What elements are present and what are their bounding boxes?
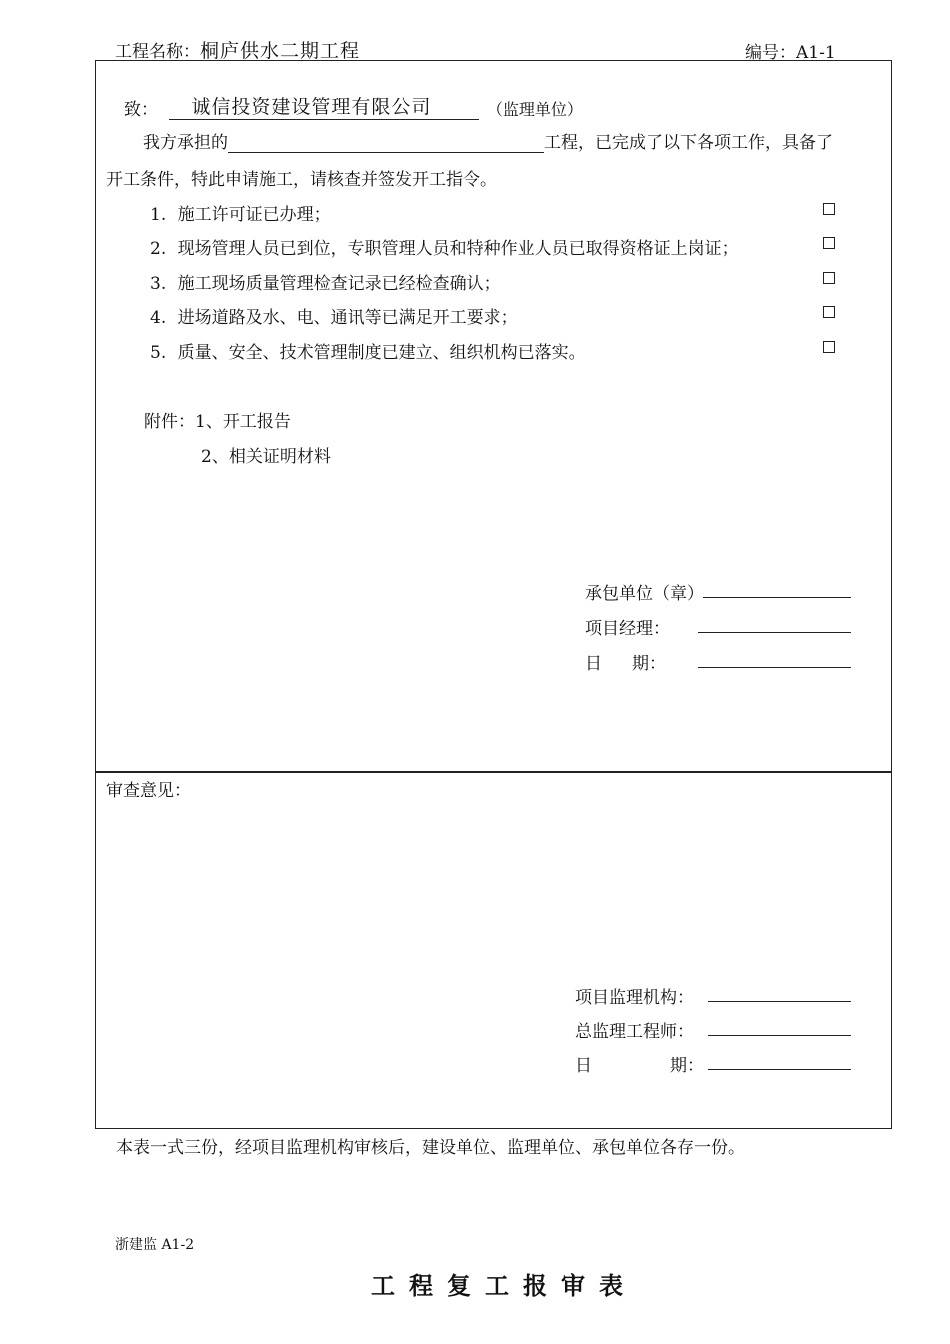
form-number-label: 编号：	[745, 43, 796, 63]
chief-engineer-label: 总监理工程师：	[575, 1022, 694, 1042]
copies-note: 本表一式三份，经项目监理机构审核后，建设单位、监理单位、承包单位各存一份。	[116, 1138, 745, 1158]
review-opinion-label: 审查意见：	[106, 781, 191, 801]
checklist-item-text: 质量、安全、技术管理制度已建立、组织机构已落实。	[177, 343, 586, 363]
statement-suffix: 工程，已完成了以下各项工作，具备了	[544, 133, 833, 153]
addressee-line	[124, 92, 583, 120]
supervision-org-label: 项目监理机构：	[575, 988, 694, 1008]
checklist-item-text: 施工许可证已办理；	[177, 205, 331, 225]
attachments-line-1	[144, 407, 291, 432]
addressee-field[interactable]	[169, 92, 479, 120]
attachments-label: 附件：	[144, 412, 195, 432]
checklist-item-number: 5.	[150, 343, 167, 363]
addressee-company: 诚信投资建设管理有限公司	[191, 96, 432, 118]
statement-line-2: 开工条件，特此申请施工，请核查并签发开工指令。	[106, 170, 497, 190]
date-label-char: 期：	[632, 654, 666, 674]
contractor-unit-row	[585, 579, 704, 604]
project-manager-label: 项目经理：	[585, 619, 670, 639]
form-number-value: A1-1	[796, 43, 836, 63]
checklist-item	[150, 269, 501, 294]
checklist-item-text: 施工现场质量管理检查记录已经检查确认；	[177, 274, 501, 294]
project-name-label: 工程名称：	[115, 42, 200, 62]
checklist-item-number: 3.	[150, 274, 167, 294]
date-label-char: 期：	[670, 1056, 704, 1076]
checklist-item	[150, 200, 331, 225]
checklist-checkbox[interactable]	[823, 203, 835, 215]
statement-prefix: 我方承担的	[143, 133, 228, 153]
review-date-field[interactable]	[708, 1050, 851, 1070]
checklist-item-number: 2.	[150, 239, 167, 259]
date-label-char: 日	[575, 1056, 592, 1076]
checklist-item	[150, 234, 739, 259]
checklist-item-number: 1.	[150, 205, 167, 225]
checklist-checkbox[interactable]	[823, 306, 835, 318]
contractor-unit-field[interactable]	[703, 578, 851, 598]
checklist-checkbox[interactable]	[823, 272, 835, 284]
project-manager-field[interactable]	[698, 613, 851, 633]
checklist-item-text: 现场管理人员已到位，专职管理人员和特种作业人员已取得资格证上岗证；	[177, 239, 739, 259]
next-form-title: 工程复工报审表	[371, 1272, 637, 1300]
attachment-item: 2、相关证明材料	[201, 447, 331, 467]
addressee-label: 致：	[124, 100, 158, 120]
attachment-item: 1、开工报告	[195, 412, 291, 432]
checklist-item	[150, 303, 518, 328]
review-date-label	[575, 1051, 704, 1076]
supervision-org-field[interactable]	[708, 982, 851, 1002]
project-name-value: 桐庐供水二期工程	[200, 40, 361, 62]
project-blank-field[interactable]	[228, 133, 544, 153]
checklist-item-text: 进场道路及水、电、通讯等已满足开工要求；	[177, 308, 518, 328]
application-date-field[interactable]	[698, 648, 851, 668]
project-name-line	[115, 36, 360, 63]
checklist-item-number: 4.	[150, 308, 167, 328]
application-date-label	[585, 649, 666, 674]
contractor-unit-label: 承包单位（章）	[585, 584, 704, 604]
checklist-checkbox[interactable]	[823, 341, 835, 353]
checklist-checkbox[interactable]	[823, 237, 835, 249]
chief-engineer-field[interactable]	[708, 1016, 851, 1036]
checklist-item	[150, 338, 586, 363]
date-label-char: 日	[585, 654, 602, 674]
statement-line-1	[143, 128, 833, 153]
addressee-suffix: （监理单位）	[486, 100, 583, 119]
form-code: 浙建监 A1-2	[115, 1237, 195, 1253]
review-section	[95, 771, 892, 1129]
